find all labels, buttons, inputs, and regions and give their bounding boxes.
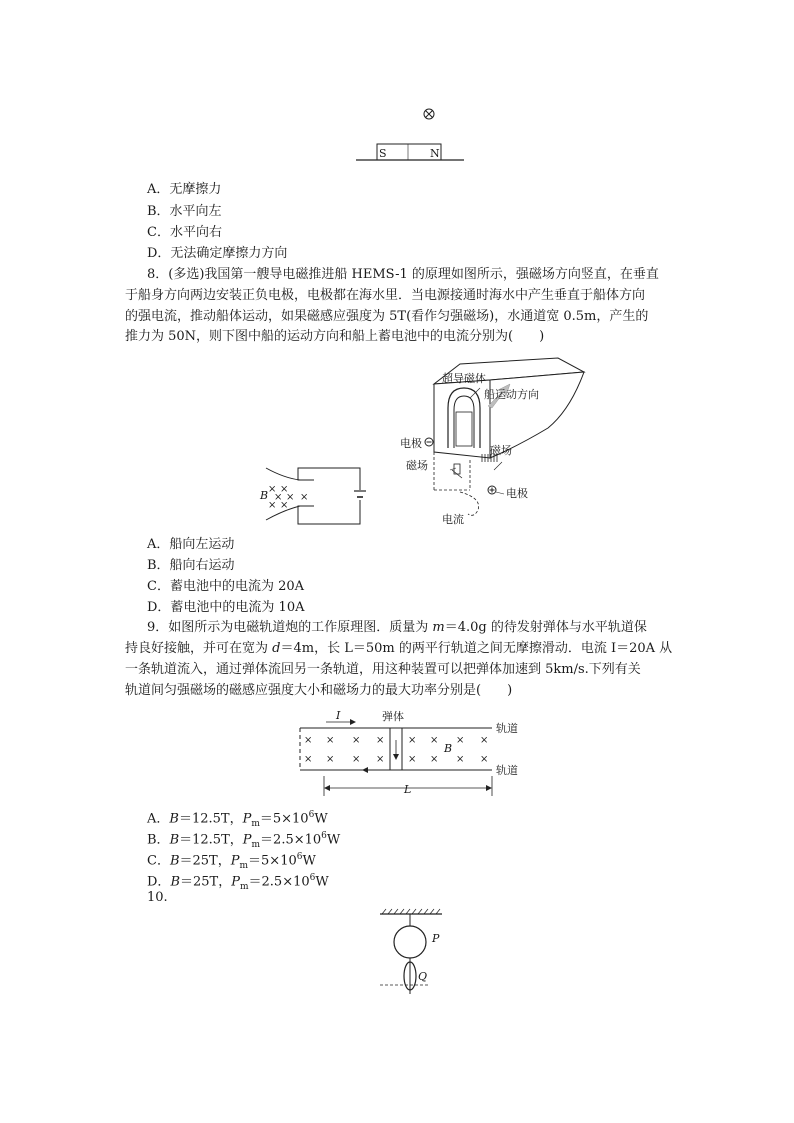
- q9-option-c: C．B＝25T，$P_m=5\times 10^6W$: [147, 852, 316, 871]
- q9-stem-line-3: 一条轨道流入，通过弹体流回另一条轨道，用这种装置可以把弹体加速到 5km/s.下列有关: [125, 662, 641, 677]
- q7-option-b: B．水平向左: [147, 204, 222, 219]
- q9-stem-line-2: 持良好接触，并可在宽为 d＝4m，长 L＝50m 的两平行轨道之间无摩擦滑动．电流 I＝20A 从: [125, 641, 673, 656]
- q7-magnet-figure: [350, 102, 470, 166]
- field-cross: ×: [456, 735, 465, 746]
- q8-option-b: B．船向右运动: [147, 558, 235, 573]
- q8-stem-line-1: 8．(多选)我国第一艘导电磁推进船 HEMS-1 的原理如图所示，强磁场方向竖直，在垂直: [147, 267, 659, 282]
- loop-p-label: P: [432, 932, 440, 945]
- field-right-label: 磁场: [490, 444, 512, 457]
- field-b-label: B: [444, 742, 453, 755]
- field-cross: ×: [274, 492, 283, 503]
- q8-option-a: A．船向左运动: [147, 537, 235, 552]
- field-cross: ×: [480, 754, 489, 765]
- field-cross: ×: [326, 754, 335, 765]
- q7-option-a: A．无摩擦力: [147, 182, 222, 197]
- q8-circuit-figure: [258, 462, 378, 530]
- q10-hanging-loop-figure: [376, 908, 456, 1000]
- q7-option-d: D．无法确定摩擦力方向: [147, 246, 288, 261]
- field-cross: ×: [304, 754, 313, 765]
- channel-b-label: B: [260, 489, 269, 502]
- field-cross: ×: [268, 500, 277, 511]
- field-cross: ×: [376, 754, 385, 765]
- field-cross: ×: [352, 754, 361, 765]
- electrode-right-label: 电极: [506, 487, 528, 500]
- length-l-label: L: [404, 783, 412, 796]
- projectile-label: 弹体: [382, 710, 404, 723]
- magnet-n-label: N: [430, 147, 440, 160]
- q9-stem-line-4: 轨道间匀强磁场的磁感应强度大小和磁场力的最大功率分别是( ): [125, 683, 513, 698]
- motion-label: 船运动方向: [484, 388, 539, 401]
- field-cross: ×: [300, 492, 309, 503]
- field-cross: ×: [408, 754, 417, 765]
- q8-ship-figure: [398, 350, 598, 530]
- q8-option-c: C．蓄电池中的电流为 20A: [147, 579, 305, 594]
- field-cross: ×: [280, 500, 289, 511]
- q9-option-b: B．B＝12.5T，$P_m=2.5\times 10^6W$: [147, 831, 341, 850]
- field-left-label: 磁场: [406, 459, 428, 472]
- q10-number: 10.: [147, 890, 168, 905]
- current-i-label: I: [336, 709, 341, 722]
- q8-option-d: D．蓄电池中的电流为 10A: [147, 600, 305, 615]
- electrode-left-label: 电极: [400, 437, 422, 450]
- current-label: 电流: [442, 513, 464, 526]
- q9-option-a: A．B＝12.5T，$P_m=5\times 10^6W$: [147, 810, 328, 829]
- field-cross: ×: [352, 735, 361, 746]
- field-cross: ×: [480, 735, 489, 746]
- field-cross: ×: [430, 754, 439, 765]
- q7-option-c: C．水平向右: [147, 225, 222, 240]
- q9-stem-line-1: 9．如图所示为电磁轨道炮的工作原理图．质量为 m＝4.0g 的待发射弹体与水平轨道保: [147, 620, 647, 635]
- magnet-s-label: S: [379, 147, 387, 160]
- magnet-label: 超导磁体: [442, 372, 486, 385]
- rail-bottom-label: 轨道: [496, 764, 518, 777]
- field-cross: ×: [376, 735, 385, 746]
- field-cross: ×: [456, 754, 465, 765]
- q8-stem-line-3: 的强电流，推动船体运动，如果磁感应强度为 5T(看作匀强磁场)，水通道宽 0.5m，产生的: [125, 309, 649, 324]
- field-cross: ×: [280, 484, 289, 495]
- q8-stem-line-2: 于船身方向两边安装正负电极，电极都在海水里．当电源接通时海水中产生垂直于船体方向: [125, 288, 646, 303]
- field-cross: ×: [408, 735, 417, 746]
- q8-stem-line-4: 推力为 50N，则下图中船的运动方向和船上蓄电池中的电流分别为( ): [125, 329, 545, 344]
- q9-railgun-figure: [296, 706, 536, 798]
- rail-top-label: 轨道: [496, 722, 518, 735]
- field-cross: ×: [286, 492, 295, 503]
- field-cross: ×: [326, 735, 335, 746]
- field-cross: ×: [268, 484, 277, 495]
- field-cross: ×: [304, 735, 313, 746]
- coil-q-label: Q: [418, 970, 428, 983]
- field-cross: ×: [430, 735, 439, 746]
- q9-option-d: D．B＝25T，$P_m=2.5\times 10^6W$: [147, 873, 329, 892]
